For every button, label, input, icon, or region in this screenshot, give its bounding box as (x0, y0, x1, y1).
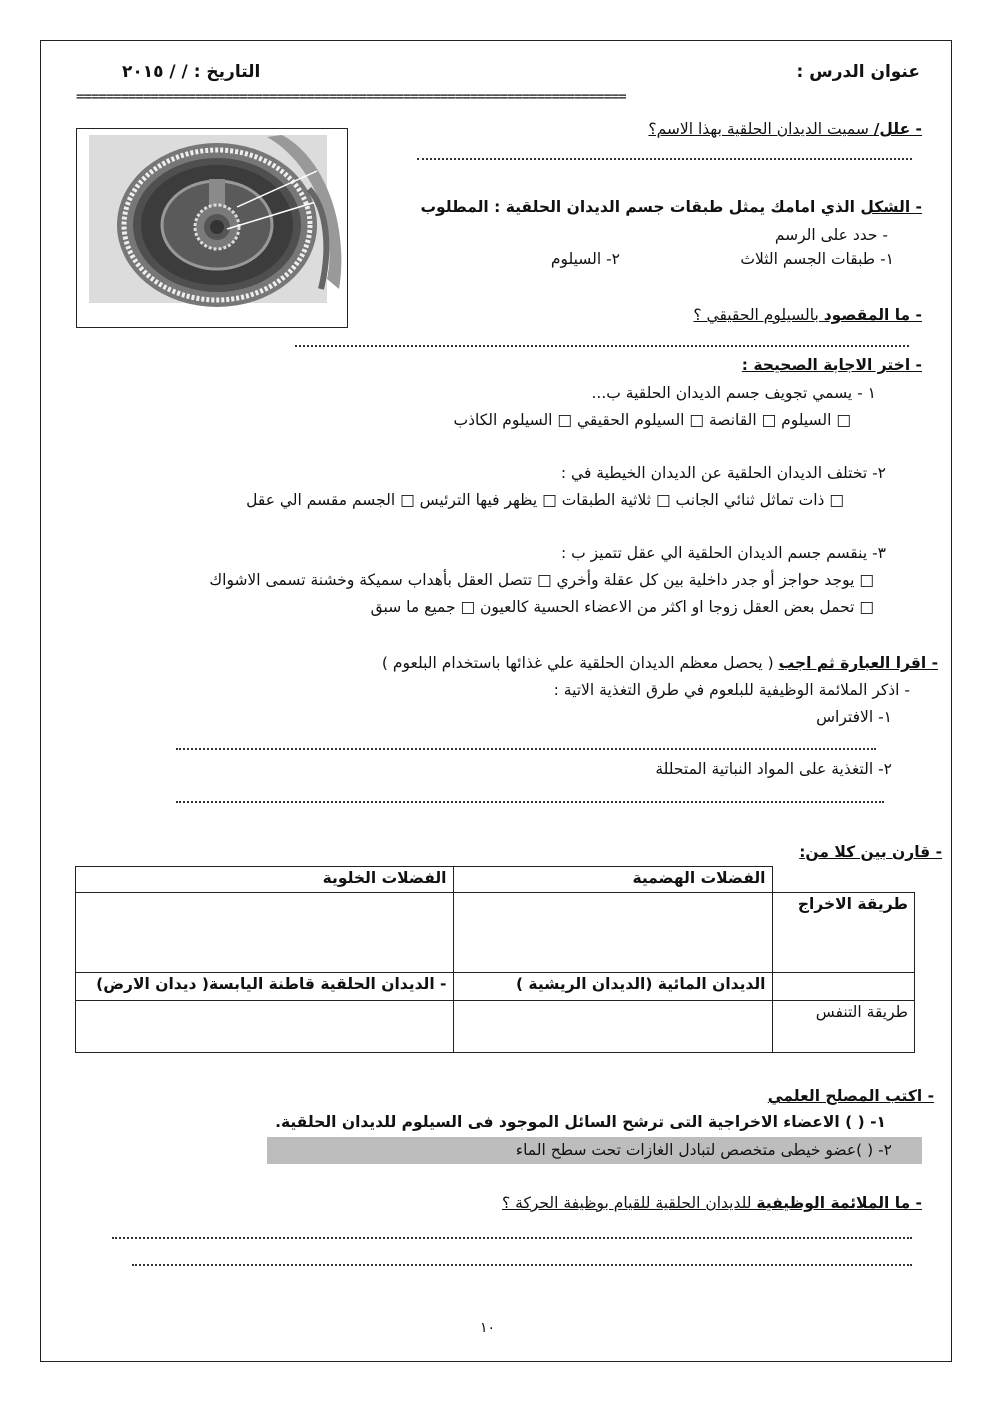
lesson-title-label: عنوان الدرس : (796, 62, 920, 82)
q1-label: - علل/ (873, 120, 922, 138)
mcq-3-options-1[interactable]: □ يوجد حواجز أو جدر داخلية بين كل عقلة وأخري □ تتصل العقل بأهداب سميكة وخشنة تسمى الاشواك (209, 571, 874, 589)
mcq-1-stem: ١ - يسمي تجويف جسم الديدان الحلقية ب... (591, 384, 876, 402)
mcq-2-stem: ٢- تختلف الديدان الحلقية عن الديدان الخيطية في : (560, 464, 886, 482)
mcq-2-options[interactable]: □ ذات تماثل ثنائي الجانب □ ثلاثية الطبقات □ يظهر فيها الترئيس □ الجسم مقسم الي عقل (246, 491, 844, 509)
cell-respiration-aquatic[interactable] (453, 1001, 772, 1053)
last-question-label: - ما الملائمة الوظيفية (756, 1194, 922, 1212)
header-separator: ========================================================================== (76, 89, 626, 105)
col-header-digestive: الفضلات الهضمية (453, 867, 772, 893)
col-header-cellular: الفضلات الخلوية (76, 867, 454, 893)
q3-definition (693, 305, 922, 325)
table-corner (772, 867, 915, 893)
q2-text: الذي امامك يمثل طبقات جسم الديدان الحلقية : المطلوب (420, 198, 861, 216)
comparison-table (75, 866, 915, 1053)
reading-answer-line-1[interactable] (176, 748, 876, 750)
row-label-excretion: طريقة الاخراج (772, 893, 915, 973)
reading-text: ( يحصل معظم الديدان الحلقية علي غذائها باستخدام البلعوم ) (381, 654, 779, 672)
term-1[interactable]: ١- ( ) الاعضاء الاخراجية التى ترشح السائل الموجود فى السيلوم للديدان الحلقية. (275, 1113, 886, 1131)
q2-label: - الشكل (860, 198, 922, 216)
annelid-cross-section-figure (76, 128, 348, 328)
term-2[interactable]: ٢- ( )عضو خيطى متخصص لتبادل الغازات تحت سطح الماء (515, 1141, 892, 1159)
q1-answer-line[interactable] (417, 158, 912, 160)
reading-sub0: - اذكر الملائمة الوظيفية للبلعوم في طرق التغذية الاتية : (553, 681, 910, 699)
q2-figure-question (420, 197, 922, 217)
q1-reason (648, 119, 922, 139)
compare-heading: - قارن بين كلا من: (799, 843, 942, 861)
reading-sub2: ٢- التغذية على المواد النباتية المتحللة (655, 760, 892, 778)
col-header-aquatic: الديدان المائية (الديدان الريشية ) (453, 973, 772, 1001)
col-header-terrestrial: - الديدان الحلقية قاطنة اليابسة( ديدان الارض) (76, 973, 454, 1001)
last-answer-line-2[interactable] (132, 1264, 912, 1266)
mcq-3-stem: ٣- ينقسم جسم الديدان الحلقية الي عقل تتميز ب : (560, 544, 886, 562)
last-answer-line-1[interactable] (112, 1237, 912, 1239)
q2-sub2: ٢- السيلوم (550, 250, 620, 268)
q3-label: - ما المقصود (823, 306, 922, 324)
date-label: التاريخ : / / ٢٠١٥ (122, 62, 261, 82)
row-label-empty (772, 973, 915, 1001)
q2-sub0: - حدد على الرسم (774, 226, 888, 244)
terms-heading: - اكتب المصلح العلمي (767, 1087, 934, 1105)
mcq-3-options-2[interactable]: □ تحمل بعض العقل زوجا او اكثر من الاعضاء الحسية كالعيون □ جميع ما سبق (370, 598, 874, 616)
mcq-1-options[interactable]: □ السيلوم □ القانصة □ السيلوم الحقيقي □ السيلوم الكاذب (453, 411, 851, 429)
reading-question (382, 653, 938, 673)
q2-sub1: ١- طبقات الجسم الثلاث (740, 250, 894, 268)
q1-text: سميت الديدان الحلقية بهذا الاسم؟ (648, 120, 874, 138)
cell-respiration-terrestrial[interactable] (76, 1001, 454, 1053)
cell-excretion-cellular[interactable] (76, 893, 454, 973)
reading-sub1: ١- الافتراس (816, 708, 892, 726)
cell-excretion-digestive[interactable] (453, 893, 772, 973)
reading-label: - اقرا العبارة ثم اجب (778, 654, 938, 672)
reading-answer-line-2[interactable] (176, 801, 884, 803)
last-question-text: للديدان الحلقية للقيام بوظيفة الحركة ؟ (502, 1194, 757, 1212)
mcq-heading: - اختر الاجابة الصحيحة : (741, 356, 922, 374)
q3-answer-line[interactable] (295, 345, 909, 347)
page-number: ١٠ (480, 1320, 496, 1336)
cross-section-drawing (77, 129, 347, 327)
q3-text: بالسيلوم الحقيقي ؟ (693, 306, 824, 324)
row-label-respiration: طريقة التنفس (772, 1001, 915, 1053)
last-question (502, 1193, 922, 1213)
